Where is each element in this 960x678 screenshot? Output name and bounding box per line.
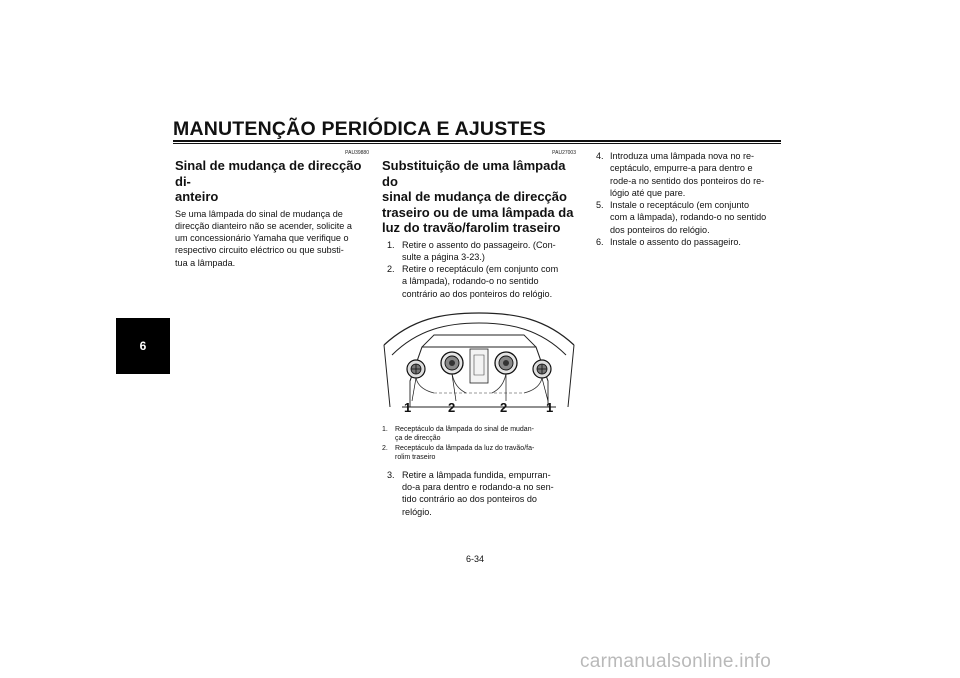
header-rule-thin <box>173 143 781 144</box>
figure-captions <box>382 425 576 463</box>
brake-tail-socket-left <box>441 352 463 374</box>
turn-signal-socket-left <box>407 360 425 378</box>
section-heading: Sinal de mudança de direcção di- anteiro <box>175 158 362 204</box>
caption-item: 2. Receptáculo da lâmpada da luz do travão/fa- rolim traseiro <box>382 444 535 462</box>
step-list <box>382 469 576 518</box>
step-item: 4. Introduza uma lâmpada nova no re- ceptáculo, empurre-a para dentro e rode-a no sentido dos ponteiros do re- lógio até que pare. <box>596 151 765 198</box>
step-list <box>596 150 786 248</box>
turn-signal-socket-right <box>533 360 551 378</box>
column-rear-bulb-replacement <box>382 150 576 518</box>
step-item: 6. Instale o assento do passageiro. <box>596 237 741 248</box>
step-item: 5. Instale o receptáculo (em conjunto com a lâmpada), rodando-o no sentido dos ponteiros do relógio. <box>596 200 767 235</box>
section-code: PAU27003 <box>552 150 576 156</box>
step-item: 2. Retire o receptáculo (em conjunto com a lâmpada), rodando-o no sentido contrário ao dos ponteiros do relógio. <box>387 264 559 299</box>
callout-label: 1 <box>546 399 554 415</box>
chapter-tab: 6 <box>116 318 170 374</box>
column-front-turn-signal <box>175 150 369 269</box>
watermark: carmanualsonline.info <box>580 651 772 672</box>
header-rule-thick <box>173 140 781 142</box>
bulb-socket-figure <box>382 311 576 423</box>
callout-label: 2 <box>448 399 456 415</box>
column-steps-continued <box>596 150 786 248</box>
page-number: 6-34 <box>466 554 485 564</box>
page-header-title: MANUTENÇÃO PERIÓDICA E AJUSTES <box>173 118 546 140</box>
step-item: 1. Retire o assento do passageiro. (Con- sulte a página 3-23.) <box>387 239 556 262</box>
rear-light-illustration <box>382 311 576 423</box>
section-heading: Substituição de uma lâmpada do sinal de mudança de direcção traseiro ou de uma lâmpada da luz do travão/farolim traseiro <box>382 158 574 235</box>
step-item: 3. Retire a lâmpada fundida, empurran- do-a para dentro e rodando-a no sen- tido contrário ao dos ponteiros do relógio. <box>387 469 554 517</box>
section-code: PAU39880 <box>345 150 369 156</box>
callout-label: 2 <box>500 399 508 415</box>
caption-item: 1. Receptáculo da lâmpada do sinal de mudan- ça de direcção <box>382 425 534 443</box>
brake-tail-socket-right <box>495 352 517 374</box>
step-list <box>382 239 576 300</box>
section-body: Se uma lâmpada do sinal de mudança de direcção dianteiro não se acender, solicite a um concessionário Yamaha que verifique o respectivo circuito eléctrico ou que substi- tua a lâmpada. <box>175 208 352 268</box>
callout-label: 1 <box>404 399 412 415</box>
